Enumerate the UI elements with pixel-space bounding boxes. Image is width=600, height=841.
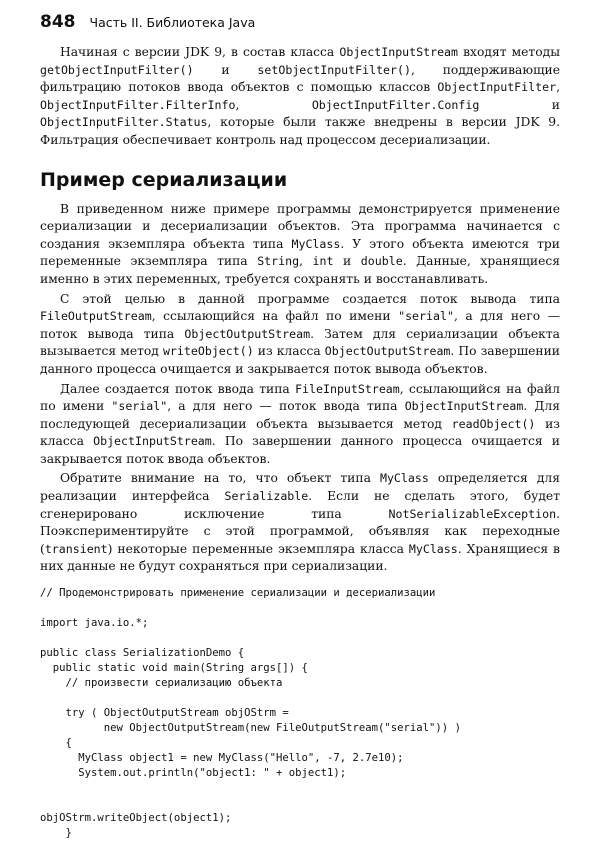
text-run: Далее создается поток ввода типа [60,381,296,396]
section-title: Пример сериализации [40,168,288,191]
intro-paragraph [40,44,560,150]
inline-code: ObjectInputStream [339,45,459,59]
text-run: из класса [40,416,560,449]
inline-code: ObjectInputFilter.Config [311,97,480,112]
inline-code: writeObject() [162,344,254,359]
text-run: и [193,62,258,77]
text-run: . Поэкспериментируйте с этой программой, объявляя как переходные ( [40,506,560,556]
page-content [40,44,560,841]
page-number: 848 [40,12,76,32]
inline-code: Serializable [224,489,309,504]
inline-code: readObject() [451,416,536,431]
text-run: , [299,254,313,269]
code-listing [40,586,560,841]
body-paragraph [40,201,560,289]
text-run: , ссылающийся на файл по имени [151,309,399,324]
body-paragraph [40,381,560,469]
text-run: . Если не сделать этого, будет сгенерировано исключение типа [40,489,560,521]
page-header [40,12,560,36]
inline-code: getObjectInputFilter() [40,62,194,77]
code-line [40,691,560,706]
code-line: try ( ObjectOutputStream objOStrm = [40,707,289,720]
inline-code: MyClass [291,236,341,251]
section-body [40,201,560,576]
inline-code: transient [44,541,108,556]
text-run: ) некоторые переменные экземпляра класса [107,541,409,556]
text-run: . Хранящиеся в них данные не будут сохраняться при сериализации. [40,541,560,574]
text-run: В приведенном ниже примере программы демонстрируется применение сериализации и десериализации объектов. Эта программа начинается с создания экземпляра объекта типа [40,201,560,251]
code-line [40,781,560,796]
text-run: . По завершении данного процесса очищается и закрывается поток вывода объектов. [40,344,560,376]
inline-code: ObjectInputStream [404,399,524,414]
inline-code: FileOutputStream [40,309,152,324]
code-line [40,631,560,646]
text-run: . У этого объекта имеются три переменные экземпляра типа [40,236,560,269]
code-line: { [40,737,72,750]
code-line: new ObjectOutputStream(new FileOutputStream("serial")) ) [40,722,461,735]
body-paragraph [40,291,560,379]
inline-code: String [257,254,300,269]
inline-code: ObjectInputFilter.FilterInfo [40,97,236,112]
inline-code: ObjectOutputStream [324,344,451,359]
inline-code: NotSerializableException [388,506,557,521]
code-line: import java.io.*; [40,617,149,630]
code-line: // произвести сериализацию объекта [40,677,283,690]
text-run: Обратите внимание на то, что объект типа [60,471,380,486]
code-line [40,601,560,616]
body-paragraph [40,470,560,576]
text-run: . По завершении данного процесса очищается и закрывается поток ввода объектов. [40,434,560,466]
inline-code: ObjectInputFilter.Status [40,115,208,130]
text-run: , которые были также внедрены в версии JDK 9. Фильтрация обеспечивает контроль над процессом десериализации. [40,115,560,147]
inline-code: int [312,254,334,269]
inline-code: setObjectInputFilter() [257,62,411,77]
inline-code: "serial" [111,399,168,414]
inline-code: ObjectOutputStream [184,326,311,341]
text-run: . Данные, хранящиеся именно в этих переменных, требуется сохранять и восстанавливать. [40,254,561,286]
code-line: // Продемонстрировать применение сериализации и десериализации [40,587,436,600]
inline-code: FileInputStream [295,381,400,396]
code-line: MyClass object1 = new MyClass("Hello", -7, 2.7e10); [40,752,404,765]
inline-code: ObjectInputStream [93,434,212,449]
running-title: Часть II. Библиотека Java [89,15,256,30]
text-run: С этой целью в данной программе создается поток вывода типа [60,291,560,306]
code-line: public static void main(String args[]) { [40,662,308,675]
text-run: входят методы [458,45,560,59]
text-run: Начиная с версии JDK 9, в состав класса [60,45,340,59]
text-run: , а для него — поток вывода типа [40,309,560,341]
text-run: , ссылающийся на файл по имени [40,381,560,414]
text-run: . Для последующей десериализации объекта вызывается метод [40,399,560,431]
text-run: . Затем для сериализации объекта вызывается метод [40,326,560,359]
text-run: и [479,97,560,112]
text-run: , [235,97,312,112]
code-line: public class SerializationDemo { [40,647,245,660]
code-line: objOStrm.writeObject(object1); [40,812,232,825]
inline-code: MyClass [379,471,429,486]
inline-code: "serial" [398,309,454,324]
text-run: , [556,80,560,95]
text-run: определяется для реализации интерфейса [40,471,560,504]
inline-code: ObjectInputFilter [437,80,557,95]
text-run: и [333,254,361,269]
inline-code: double [360,254,403,269]
code-line [40,796,560,811]
text-run: из класса [253,344,325,359]
text-run: , поддерживающие фильтрацию потоков ввода объектов с помощью классов [40,62,560,95]
text-run: , а для него — поток ввода типа [167,399,405,414]
inline-code: MyClass [408,541,458,556]
code-line: System.out.println("object1: " + object1); [40,767,347,780]
code-line: } [40,827,72,840]
